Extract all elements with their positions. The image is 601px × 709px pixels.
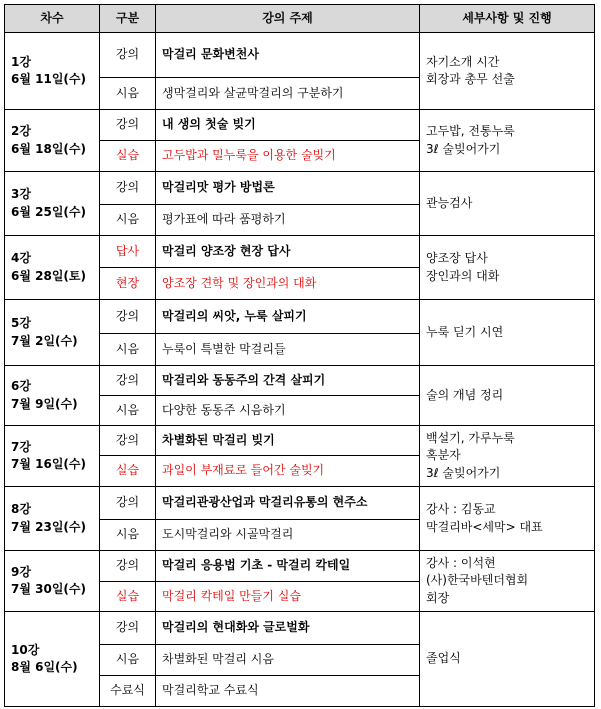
session-date: 8월 6일(수) bbox=[11, 660, 78, 674]
detail-cell bbox=[420, 487, 595, 551]
row-type: 시음 bbox=[100, 205, 156, 236]
table-row bbox=[5, 110, 595, 141]
session-date: 7월 2일(수) bbox=[11, 333, 78, 348]
detail-cell bbox=[420, 172, 595, 236]
row-topic: 막걸리 칵테일 만들기 실습 bbox=[156, 582, 420, 612]
row-topic: 평가표에 따라 품평하기 bbox=[156, 205, 420, 236]
row-type: 강의 bbox=[100, 426, 156, 456]
row-type: 강의 bbox=[100, 551, 156, 582]
row-topic: 막걸리 문화변천사 bbox=[156, 33, 420, 78]
row-topic: 막걸리 양조장 현장 답사 bbox=[156, 236, 420, 268]
row-type: 시음 bbox=[100, 645, 156, 676]
detail-line: 3ℓ 술빚어가기 bbox=[426, 141, 501, 156]
detail-cell bbox=[420, 300, 595, 366]
row-topic: 막걸리의 씨앗, 누룩 살피기 bbox=[156, 300, 420, 334]
detail-cell bbox=[420, 366, 595, 426]
table-row bbox=[5, 172, 595, 205]
row-type: 강의 bbox=[100, 33, 156, 78]
session-cell bbox=[5, 110, 100, 172]
row-topic: 과일이 부재료로 들어간 술빚기 bbox=[156, 456, 420, 487]
row-topic: 막걸리관광산업과 막걸리유통의 현주소 bbox=[156, 487, 420, 520]
table-row bbox=[5, 487, 595, 520]
row-topic: 내 생의 첫술 빚기 bbox=[156, 110, 420, 141]
session-cell bbox=[5, 426, 100, 487]
session-number: 9강 bbox=[11, 564, 31, 579]
row-type: 수료식 bbox=[100, 676, 156, 707]
session-number: 4강 bbox=[11, 251, 31, 266]
detail-line: 강사 : 이석현 bbox=[426, 555, 496, 570]
detail-line: 3ℓ 술빚어가기 bbox=[426, 465, 501, 480]
header-row bbox=[5, 5, 595, 33]
detail-line: (사)한국바텐더협회 bbox=[426, 573, 529, 588]
row-type: 답사 bbox=[100, 236, 156, 268]
session-number: 10강 bbox=[11, 642, 40, 657]
row-type: 시음 bbox=[100, 78, 156, 110]
session-date: 6월 25일(수) bbox=[11, 204, 86, 219]
row-type: 강의 bbox=[100, 612, 156, 645]
row-topic: 막걸리의 현대화와 글로벌화 bbox=[156, 612, 420, 645]
row-type: 실습 bbox=[100, 141, 156, 172]
session-number: 6강 bbox=[11, 379, 31, 394]
session-cell bbox=[5, 366, 100, 426]
detail-cell bbox=[420, 612, 595, 707]
row-type: 시음 bbox=[100, 396, 156, 426]
table-row bbox=[5, 551, 595, 582]
header-topic: 강의 주제 bbox=[156, 5, 420, 33]
table-row bbox=[5, 300, 595, 334]
row-type: 강의 bbox=[100, 300, 156, 334]
detail-line: 관능검사 bbox=[426, 195, 473, 210]
row-type: 강의 bbox=[100, 366, 156, 396]
session-date: 6월 11일(수) bbox=[11, 72, 86, 86]
detail-line: 막걸리바<세막> 대표 bbox=[426, 519, 543, 534]
session-cell bbox=[5, 172, 100, 236]
header-session: 차수 bbox=[5, 5, 100, 33]
session-cell bbox=[5, 612, 100, 707]
detail-cell bbox=[420, 110, 595, 172]
session-date: 7월 23일(수) bbox=[11, 519, 86, 534]
session-number: 5강 bbox=[11, 316, 31, 331]
detail-line: 혹분자 bbox=[426, 448, 461, 463]
row-topic: 차별화된 막걸리 빚기 bbox=[156, 426, 420, 456]
detail-line: 술의 개념 정리 bbox=[426, 387, 504, 402]
session-date: 6월 18일(수) bbox=[11, 141, 86, 156]
detail-line: 회장과 총무 선출 bbox=[426, 72, 515, 86]
detail-line: 양조장 답사 bbox=[426, 251, 488, 266]
header-type: 구분 bbox=[100, 5, 156, 33]
table-row bbox=[5, 612, 595, 645]
row-type: 실습 bbox=[100, 456, 156, 487]
table-row bbox=[5, 236, 595, 268]
detail-line: 강사 : 김동교 bbox=[426, 502, 496, 517]
lecture-schedule-table bbox=[4, 4, 595, 707]
session-cell bbox=[5, 300, 100, 366]
session-cell bbox=[5, 236, 100, 300]
row-type: 강의 bbox=[100, 487, 156, 520]
row-topic: 도시막걸리와 시골막걸리 bbox=[156, 520, 420, 551]
row-type: 시음 bbox=[100, 334, 156, 366]
row-topic: 생막걸리와 살균막걸리의 구분하기 bbox=[156, 78, 420, 110]
detail-line: 회장 bbox=[426, 590, 450, 605]
detail-line: 장인과의 대화 bbox=[426, 268, 500, 283]
row-type: 시음 bbox=[100, 520, 156, 551]
session-number: 3강 bbox=[11, 187, 31, 202]
detail-line: 백설기, 가루누룩 bbox=[426, 430, 515, 445]
table-row bbox=[5, 366, 595, 396]
session-cell bbox=[5, 487, 100, 551]
session-date: 6월 28일(토) bbox=[11, 268, 86, 283]
session-number: 7강 bbox=[11, 439, 31, 454]
detail-line: 고두밥, 전통누룩 bbox=[426, 124, 515, 139]
row-topic: 고두밥과 밀누룩을 이용한 술빚기 bbox=[156, 141, 420, 172]
row-type: 실습 bbox=[100, 582, 156, 612]
row-topic: 양조장 견학 및 장인과의 대화 bbox=[156, 268, 420, 300]
table-row bbox=[5, 426, 595, 456]
session-date: 7월 9일(수) bbox=[11, 396, 78, 411]
session-number: 2강 bbox=[11, 124, 31, 139]
detail-line: 졸업식 bbox=[426, 651, 461, 666]
row-topic: 막걸리 응용법 기초 - 막걸리 칵테일 bbox=[156, 551, 420, 582]
detail-cell bbox=[420, 551, 595, 612]
header-detail: 세부사항 및 진행 bbox=[420, 5, 595, 33]
row-topic: 누룩이 특별한 막걸리들 bbox=[156, 334, 420, 366]
detail-cell bbox=[420, 33, 595, 110]
row-topic: 다양한 동동주 시음하기 bbox=[156, 396, 420, 426]
row-type: 강의 bbox=[100, 172, 156, 205]
row-topic: 차별화된 막걸리 시음 bbox=[156, 645, 420, 676]
session-number: 8강 bbox=[11, 502, 31, 517]
row-type: 현장 bbox=[100, 268, 156, 300]
session-date: 7월 16일(수) bbox=[11, 457, 86, 471]
table-row bbox=[5, 33, 595, 78]
detail-cell bbox=[420, 426, 595, 487]
detail-cell bbox=[420, 236, 595, 300]
row-topic: 막걸리와 동동주의 간격 살피기 bbox=[156, 366, 420, 396]
session-cell bbox=[5, 33, 100, 110]
session-cell bbox=[5, 551, 100, 612]
session-date: 7월 30일(수) bbox=[11, 582, 86, 596]
row-type: 강의 bbox=[100, 110, 156, 141]
row-topic: 막걸리맛 평가 방법론 bbox=[156, 172, 420, 205]
detail-line: 자기소개 시간 bbox=[426, 54, 500, 69]
row-topic: 막걸리학교 수료식 bbox=[156, 676, 420, 707]
session-number: 1강 bbox=[11, 54, 31, 69]
detail-line: 누룩 딛기 시연 bbox=[426, 324, 504, 339]
